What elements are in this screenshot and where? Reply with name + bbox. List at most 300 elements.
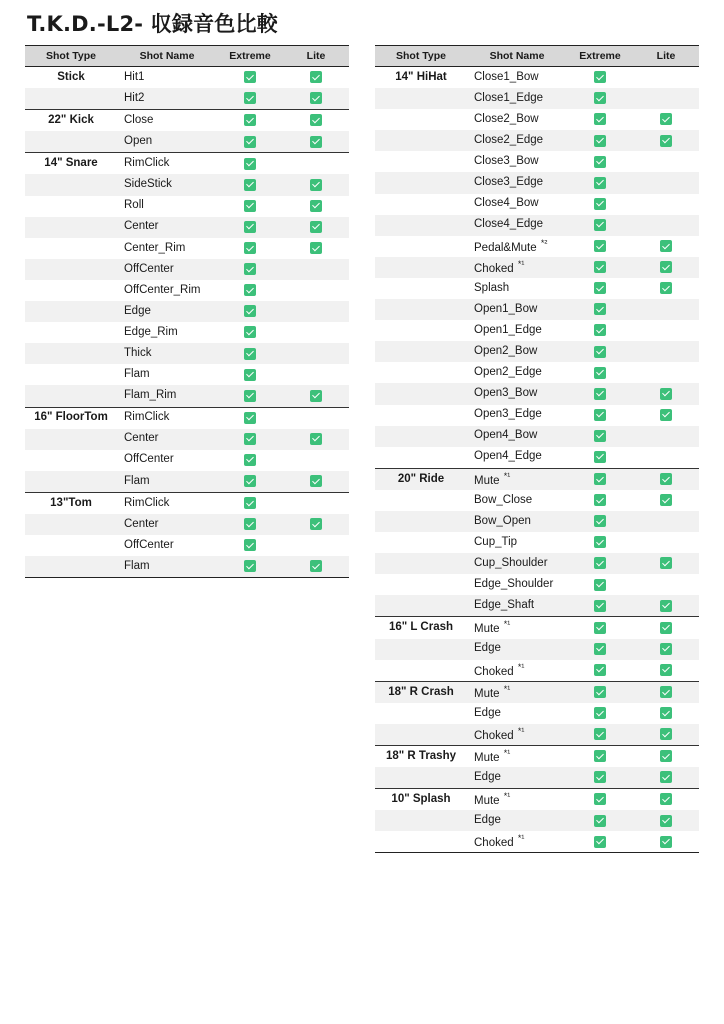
shot-type-cell: 18" R Trashy	[375, 746, 467, 768]
table-row	[375, 215, 699, 236]
check-icon	[244, 369, 256, 381]
table-row	[25, 471, 349, 493]
shot-name-cell	[467, 278, 567, 299]
shot-name-cell	[467, 511, 567, 532]
table-row	[25, 343, 349, 364]
check-icon	[660, 750, 672, 762]
lite-cell	[633, 724, 699, 746]
shot-name: Thick	[124, 347, 152, 360]
shot-type-cell	[25, 217, 117, 238]
table-row	[375, 67, 699, 89]
table-row	[375, 511, 699, 532]
check-icon	[594, 282, 606, 294]
shot-type-cell	[375, 595, 467, 617]
shot-name-cell	[117, 322, 217, 343]
check-icon	[594, 156, 606, 168]
table-row	[375, 532, 699, 553]
shot-name: Close3_Edge	[474, 176, 544, 189]
table-row	[25, 514, 349, 535]
shot-type-cell	[375, 278, 467, 299]
extreme-cell	[217, 556, 283, 578]
extreme-cell	[567, 681, 633, 703]
shot-type-cell	[375, 88, 467, 109]
extreme-cell	[567, 320, 633, 341]
check-icon	[244, 475, 256, 487]
table-row	[375, 617, 699, 639]
header-lite: Lite	[283, 46, 349, 67]
extreme-cell	[217, 88, 283, 110]
shot-name: Hit2	[124, 91, 145, 104]
check-icon	[310, 221, 322, 233]
shot-name-cell	[467, 88, 567, 109]
extreme-cell	[567, 88, 633, 109]
shot-name: Center_Rim	[124, 241, 186, 254]
header-extreme: Extreme	[217, 46, 283, 67]
shot-name: OffCenter	[124, 453, 174, 466]
shot-name: RimClick	[124, 496, 170, 509]
check-icon	[660, 473, 672, 485]
shot-name: Open2_Bow	[474, 345, 538, 358]
shot-name-cell	[117, 238, 217, 259]
check-icon	[594, 686, 606, 698]
shot-type-cell	[25, 450, 117, 471]
check-icon	[594, 324, 606, 336]
shot-name: Mute	[474, 794, 500, 807]
shot-type-cell: 16" L Crash	[375, 617, 467, 639]
table-row	[375, 810, 699, 831]
shot-type-cell	[25, 429, 117, 450]
shot-name-cell	[117, 259, 217, 280]
shot-name-cell	[467, 447, 567, 469]
lite-cell	[633, 320, 699, 341]
lite-cell	[283, 535, 349, 556]
shot-type-cell	[375, 405, 467, 426]
table-row	[375, 831, 699, 853]
table-row	[25, 131, 349, 153]
lite-cell	[633, 639, 699, 660]
lite-cell	[633, 236, 699, 257]
shot-type-cell	[375, 151, 467, 172]
footnote-mark: *¹	[517, 258, 525, 269]
extreme-cell	[567, 639, 633, 660]
extreme-cell	[567, 447, 633, 469]
check-icon	[660, 793, 672, 805]
check-icon	[594, 515, 606, 527]
lite-cell	[283, 514, 349, 535]
check-icon	[244, 179, 256, 191]
lite-cell	[633, 767, 699, 789]
lite-cell	[283, 110, 349, 132]
shot-name: Edge_Rim	[124, 325, 178, 338]
table-row	[375, 236, 699, 257]
shot-name-cell	[467, 362, 567, 383]
extreme-cell	[217, 217, 283, 238]
shot-type-cell: 14" Snare	[25, 153, 117, 175]
table-row	[375, 278, 699, 299]
table-row	[375, 746, 699, 768]
check-icon	[594, 71, 606, 83]
shot-name-cell	[117, 67, 217, 89]
shot-name: Open4_Edge	[474, 450, 542, 463]
lite-cell	[633, 681, 699, 703]
shot-type-cell	[375, 383, 467, 404]
shot-type-cell	[375, 724, 467, 746]
shot-name-cell	[117, 364, 217, 385]
shot-name-cell	[117, 301, 217, 322]
shot-name-cell	[467, 172, 567, 193]
shot-name-cell	[117, 471, 217, 493]
header-row	[25, 46, 349, 67]
extreme-cell	[567, 257, 633, 278]
table-row	[25, 280, 349, 301]
extreme-cell	[567, 789, 633, 811]
extreme-cell	[217, 471, 283, 493]
check-icon	[594, 346, 606, 358]
shot-name: Open2_Edge	[474, 366, 542, 379]
table-row	[25, 556, 349, 578]
shot-type-cell	[375, 236, 467, 257]
shot-type-cell	[25, 514, 117, 535]
shot-name: Choked	[474, 665, 514, 678]
lite-cell	[633, 257, 699, 278]
lite-cell	[283, 301, 349, 322]
shot-name-cell	[467, 468, 567, 490]
table-row	[375, 681, 699, 703]
check-icon	[594, 92, 606, 104]
extreme-cell	[567, 660, 633, 682]
check-icon	[244, 305, 256, 317]
shot-name: Open4_Bow	[474, 429, 538, 442]
shot-type-cell	[375, 362, 467, 383]
shot-name-cell	[467, 789, 567, 811]
check-icon	[310, 475, 322, 487]
extreme-cell	[217, 343, 283, 364]
lite-cell	[633, 362, 699, 383]
extreme-cell	[217, 174, 283, 195]
check-icon	[244, 412, 256, 424]
table-row	[375, 320, 699, 341]
shot-name-cell	[467, 703, 567, 724]
shot-name: Bow_Close	[474, 493, 533, 506]
extreme-cell	[567, 468, 633, 490]
shot-type-cell: 16" FloorTom	[25, 407, 117, 429]
table-row	[375, 468, 699, 490]
lite-cell	[283, 174, 349, 195]
shot-table-right	[375, 45, 699, 853]
extreme-cell	[217, 535, 283, 556]
shot-name-cell	[117, 131, 217, 153]
check-icon	[660, 409, 672, 421]
check-icon	[244, 158, 256, 170]
lite-cell	[633, 532, 699, 553]
shot-name-cell	[467, 681, 567, 703]
check-icon	[660, 557, 672, 569]
shot-type-cell	[25, 238, 117, 259]
table-row	[25, 153, 349, 175]
shot-name-cell	[467, 831, 567, 853]
extreme-cell	[217, 429, 283, 450]
shot-name: Bow_Open	[474, 514, 531, 527]
shot-name: Close4_Edge	[474, 218, 544, 231]
extreme-cell	[567, 767, 633, 789]
shot-name: Cup_Tip	[474, 535, 518, 548]
table-row	[375, 299, 699, 320]
lite-cell	[283, 385, 349, 407]
shot-type-cell	[375, 553, 467, 574]
check-icon	[244, 71, 256, 83]
check-icon	[594, 430, 606, 442]
shot-name: SideStick	[124, 178, 172, 191]
lite-cell	[633, 172, 699, 193]
lite-cell	[283, 67, 349, 89]
check-icon	[244, 454, 256, 466]
lite-cell	[283, 196, 349, 217]
check-icon	[594, 643, 606, 655]
lite-cell	[633, 88, 699, 109]
check-icon	[310, 136, 322, 148]
shot-name: Pedal&Mute	[474, 241, 537, 254]
shot-type-cell	[375, 490, 467, 511]
shot-name-cell	[467, 746, 567, 768]
check-icon	[594, 836, 606, 848]
shot-name: Edge	[474, 770, 501, 783]
table-row	[375, 257, 699, 278]
check-icon	[594, 198, 606, 210]
lite-cell	[283, 429, 349, 450]
check-icon	[660, 771, 672, 783]
shot-type-cell	[25, 301, 117, 322]
table-row	[25, 238, 349, 259]
lite-cell	[283, 217, 349, 238]
extreme-cell	[567, 362, 633, 383]
check-icon	[660, 135, 672, 147]
shot-name-cell	[467, 151, 567, 172]
lite-cell	[633, 810, 699, 831]
table-row	[375, 109, 699, 130]
shot-type-cell	[25, 196, 117, 217]
shot-name: Open3_Edge	[474, 408, 542, 421]
extreme-cell	[217, 280, 283, 301]
check-icon	[594, 451, 606, 463]
shot-name: Edge	[474, 706, 501, 719]
check-icon	[244, 221, 256, 233]
check-icon	[660, 686, 672, 698]
table-row	[375, 553, 699, 574]
table-row	[25, 301, 349, 322]
footnote-mark: *¹	[503, 470, 511, 481]
check-icon	[244, 263, 256, 275]
shot-type-cell	[25, 131, 117, 153]
shot-name: Flam_Rim	[124, 389, 177, 402]
shot-name: Edge	[474, 814, 501, 827]
lite-cell	[633, 67, 699, 89]
extreme-cell	[567, 194, 633, 215]
shot-type-cell	[25, 385, 117, 407]
shot-name: RimClick	[124, 157, 170, 170]
lite-cell	[633, 383, 699, 404]
shot-name-cell	[117, 174, 217, 195]
check-icon	[244, 242, 256, 254]
shot-name: Mute	[474, 687, 500, 700]
table-row	[375, 595, 699, 617]
shot-name-cell	[467, 426, 567, 447]
shot-type-cell: 22" Kick	[25, 110, 117, 132]
shot-name-cell	[467, 320, 567, 341]
check-icon	[660, 664, 672, 676]
shot-name: Close1_Bow	[474, 70, 539, 83]
shot-name-cell	[467, 574, 567, 595]
shot-name: Cup_Shoulder	[474, 556, 548, 569]
shot-name-cell	[467, 639, 567, 660]
shot-type-cell	[25, 322, 117, 343]
extreme-cell	[567, 151, 633, 172]
lite-cell	[283, 556, 349, 578]
table-row	[25, 259, 349, 280]
lite-cell	[633, 299, 699, 320]
check-icon	[594, 557, 606, 569]
check-icon	[660, 113, 672, 125]
footnote-mark: *¹	[517, 725, 525, 736]
shot-name: Edge	[474, 642, 501, 655]
check-icon	[310, 71, 322, 83]
footnote-mark: *¹	[517, 833, 525, 844]
shot-type-cell: 18" R Crash	[375, 681, 467, 703]
check-icon	[594, 815, 606, 827]
footnote-mark: *¹	[503, 683, 511, 694]
check-icon	[594, 494, 606, 506]
shot-name-cell	[467, 767, 567, 789]
shot-name-cell	[467, 810, 567, 831]
shot-name: Close3_Bow	[474, 155, 539, 168]
extreme-cell	[567, 595, 633, 617]
check-icon	[594, 113, 606, 125]
check-icon	[310, 242, 322, 254]
check-icon	[660, 622, 672, 634]
check-icon	[660, 388, 672, 400]
shot-name-cell	[117, 280, 217, 301]
footnote-mark: *¹	[503, 791, 511, 802]
table-body-left	[25, 67, 349, 578]
extreme-cell	[567, 532, 633, 553]
shot-name-cell	[117, 110, 217, 132]
lite-cell	[633, 194, 699, 215]
extreme-cell	[567, 341, 633, 362]
shot-name-cell	[467, 383, 567, 404]
extreme-cell	[217, 301, 283, 322]
lite-cell	[633, 490, 699, 511]
shot-name-cell	[117, 196, 217, 217]
shot-name: Edge_Shoulder	[474, 578, 554, 591]
header-shot-type: Shot Type	[25, 46, 117, 67]
check-icon	[594, 177, 606, 189]
shot-name: Splash	[474, 281, 510, 294]
lite-cell	[633, 831, 699, 853]
lite-cell	[283, 471, 349, 493]
shot-name-cell	[467, 130, 567, 151]
check-icon	[660, 600, 672, 612]
shot-type-cell	[25, 88, 117, 110]
check-icon	[594, 219, 606, 231]
shot-type-cell	[25, 535, 117, 556]
extreme-cell	[567, 383, 633, 404]
shot-type-cell	[375, 660, 467, 682]
footnote-mark: *¹	[503, 747, 511, 758]
check-icon	[594, 536, 606, 548]
check-icon	[660, 707, 672, 719]
shot-type-cell	[25, 174, 117, 195]
table-row	[375, 341, 699, 362]
check-icon	[594, 750, 606, 762]
lite-cell	[283, 88, 349, 110]
check-icon	[244, 433, 256, 445]
shot-type-cell	[375, 257, 467, 278]
shot-name-cell	[117, 217, 217, 238]
shot-type-cell	[375, 511, 467, 532]
lite-cell	[283, 259, 349, 280]
shot-type-cell: 20" Ride	[375, 468, 467, 490]
check-icon	[244, 92, 256, 104]
shot-type-cell	[25, 471, 117, 493]
shot-name-cell	[467, 299, 567, 320]
table-row	[375, 88, 699, 109]
shot-type-cell	[375, 130, 467, 151]
check-icon	[594, 622, 606, 634]
shot-name: Close	[124, 113, 154, 126]
table-row	[25, 217, 349, 238]
table-row	[25, 196, 349, 217]
shot-name: Flam	[124, 559, 150, 572]
table-row	[375, 703, 699, 724]
check-icon	[310, 560, 322, 572]
check-icon	[244, 539, 256, 551]
extreme-cell	[567, 810, 633, 831]
table-row	[375, 447, 699, 469]
extreme-cell	[217, 407, 283, 429]
lite-cell	[283, 343, 349, 364]
page-title: T.K.D.-L2- 収録音色比較	[27, 12, 278, 36]
shot-name: Hit1	[124, 70, 145, 83]
table-row	[25, 88, 349, 110]
shot-name-cell	[467, 257, 567, 278]
lite-cell	[283, 131, 349, 153]
check-icon	[594, 135, 606, 147]
check-icon	[244, 136, 256, 148]
check-icon	[660, 261, 672, 273]
check-icon	[244, 390, 256, 402]
shot-name-cell	[117, 88, 217, 110]
shot-type-cell	[375, 320, 467, 341]
check-icon	[660, 836, 672, 848]
shot-name: Mute	[474, 623, 500, 636]
lite-cell	[633, 447, 699, 469]
check-icon	[594, 240, 606, 252]
lite-cell	[633, 215, 699, 236]
shot-name-cell	[467, 595, 567, 617]
shot-name-cell	[467, 194, 567, 215]
shot-name: Edge_Shaft	[474, 599, 535, 612]
shot-type-cell: 10" Splash	[375, 789, 467, 811]
extreme-cell	[217, 196, 283, 217]
extreme-cell	[217, 385, 283, 407]
lite-cell	[633, 595, 699, 617]
shot-name: Choked	[474, 262, 514, 275]
table-row	[375, 490, 699, 511]
header-shot-name: Shot Name	[467, 46, 567, 67]
extreme-cell	[567, 172, 633, 193]
shot-name-cell	[467, 724, 567, 746]
shot-type-cell	[375, 215, 467, 236]
shot-name: Open1_Bow	[474, 302, 538, 315]
